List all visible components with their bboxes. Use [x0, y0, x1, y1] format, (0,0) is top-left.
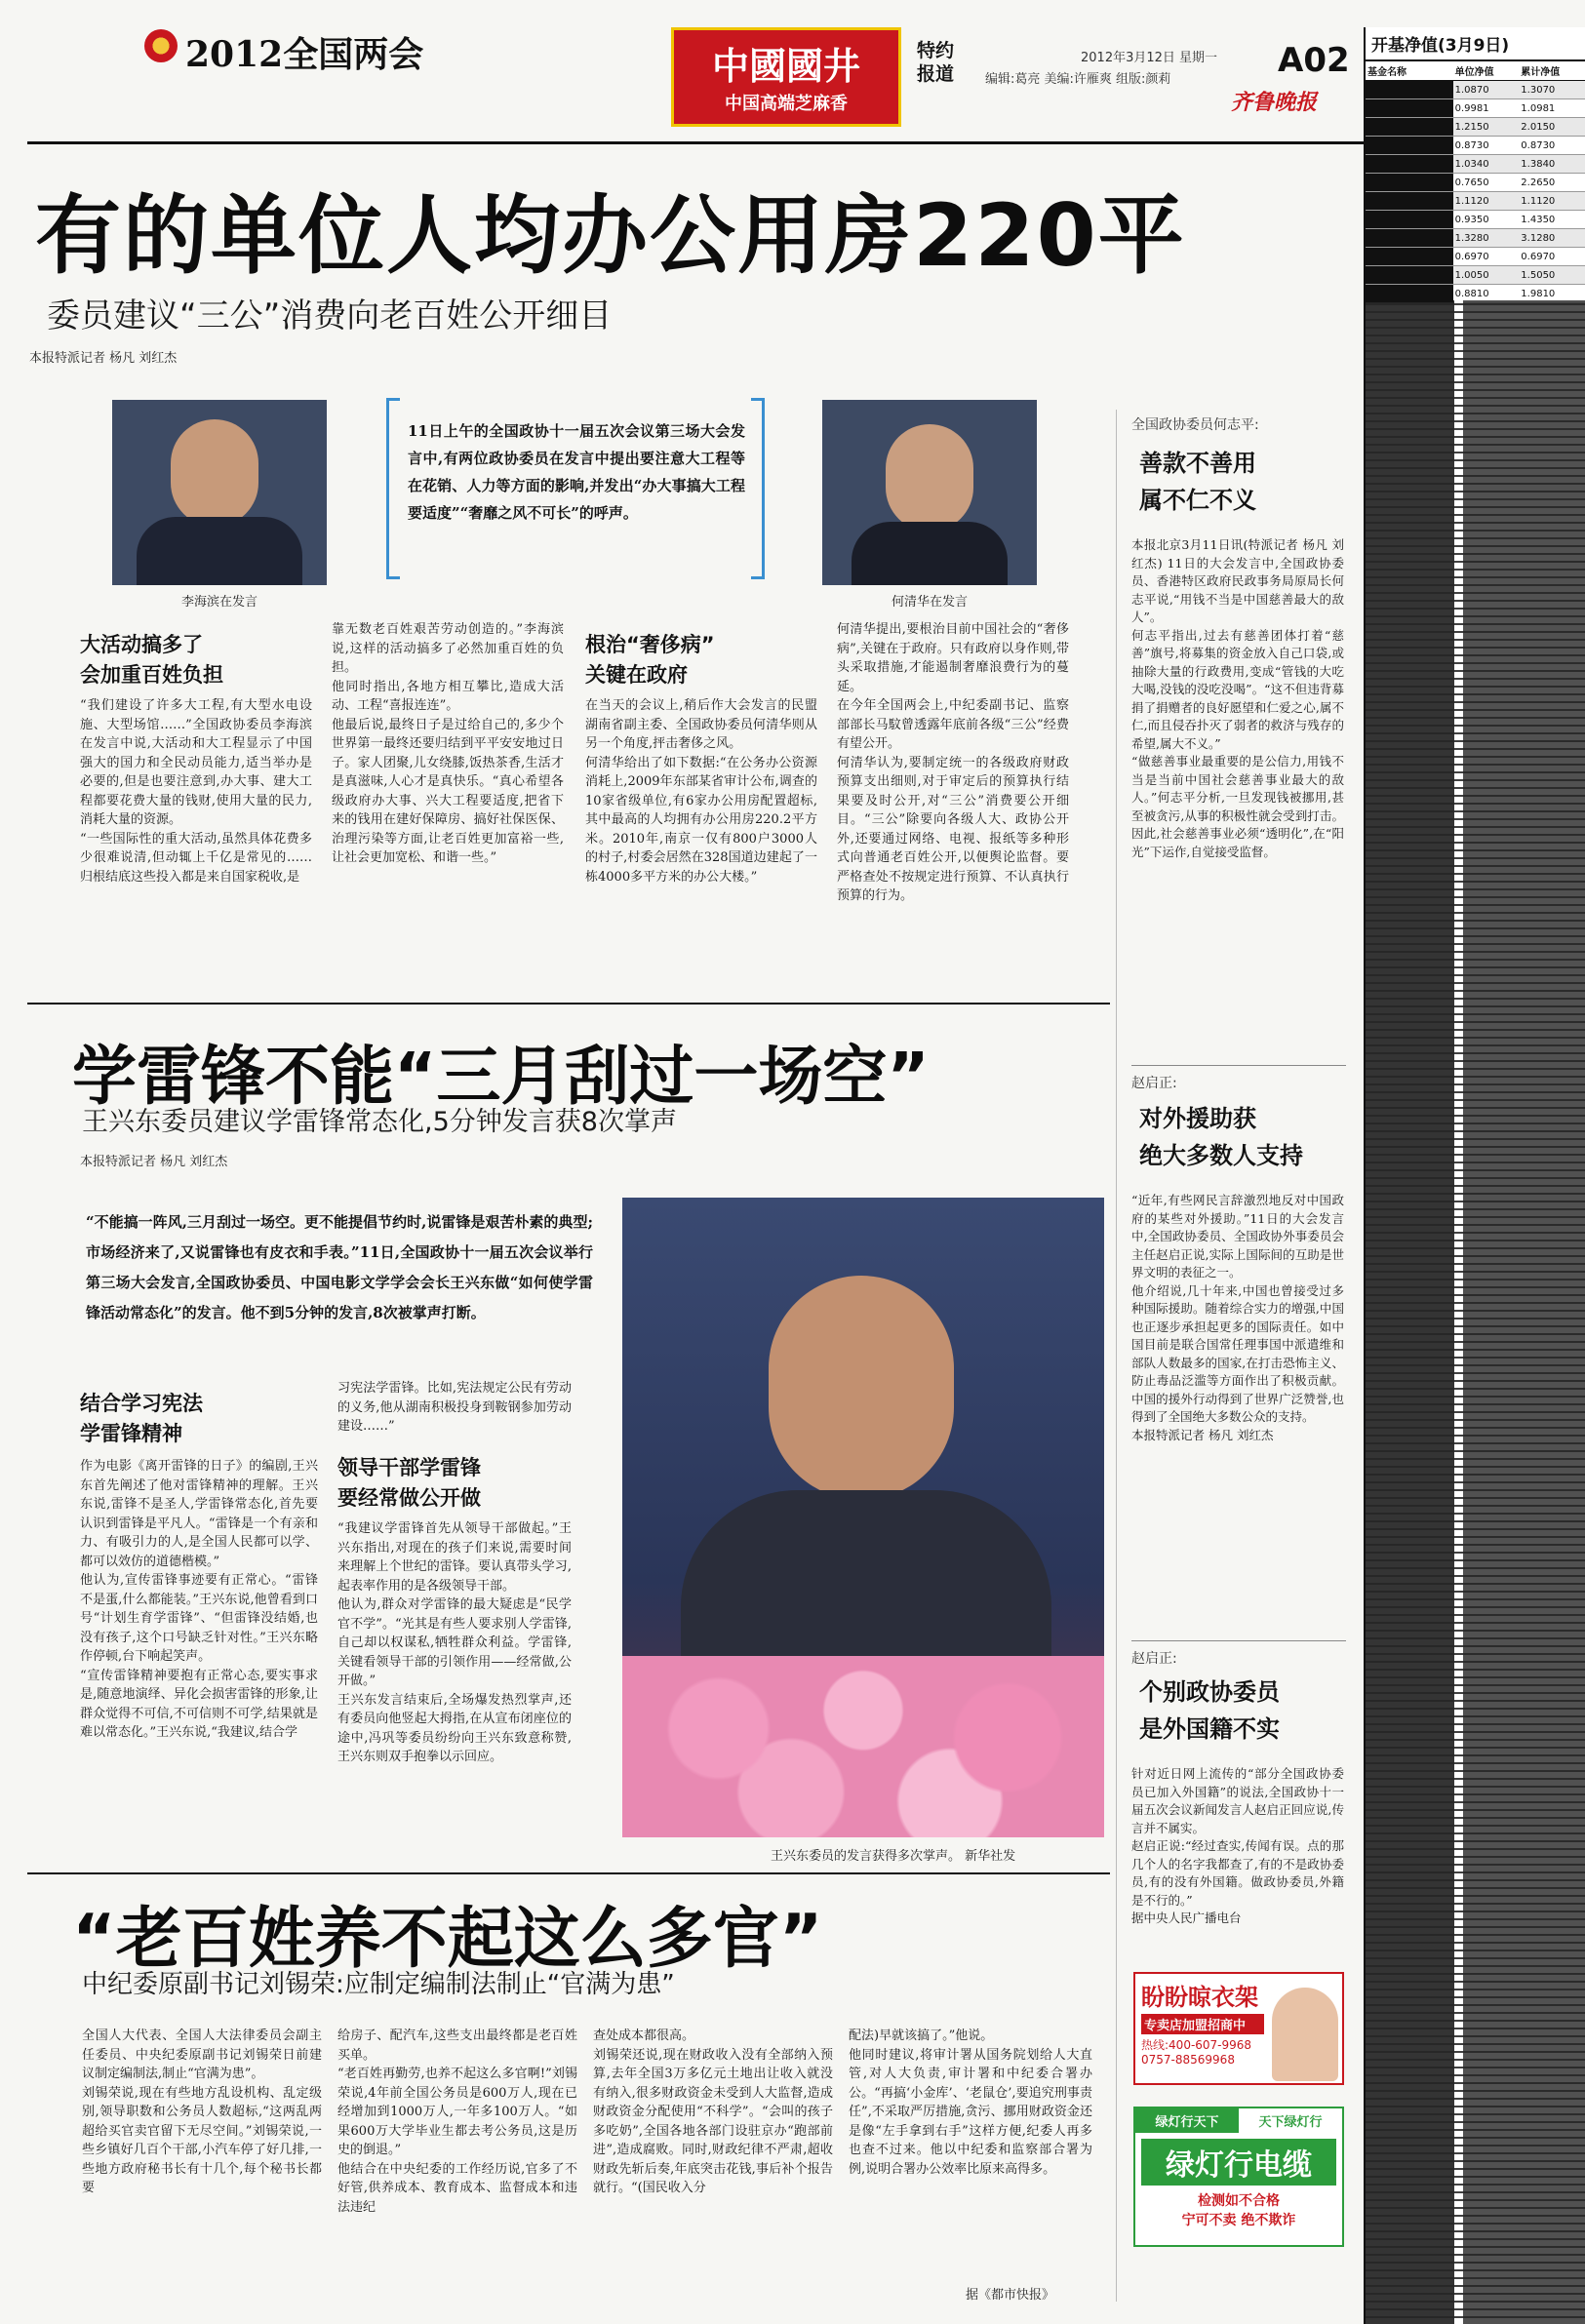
ad2-top-right: 天下绿灯行: [1239, 2108, 1342, 2133]
table-row: [1366, 229, 1585, 248]
masthead-date: 2012年3月12日 星期一: [1081, 51, 1218, 65]
table-row: [1366, 137, 1585, 155]
fund-header-name: 基金名称: [1367, 67, 1407, 78]
table-cell: 1.0870: [1454, 85, 1489, 96]
table-cell: [1366, 99, 1453, 117]
sidebar-1-body: 本报北京3月11日讯(特派记者 杨凡 刘红杰) 11日的大会发言中,全国政协委员、香港特区政府民政事务局原局长何志平说,“用钱不当是中国慈善最大的敌人”。 何志平指出,过去有慈善团体打着“慈善”旗号,将募集的资金放入自己口袋,或抽除大量的行政费用,变成“管钱的大吃大喝,没钱的没吃没喝”。“这不但违背募捐了捐赠者的良好愿望和仁爱之心,属不仁,而且侵吞扑灭了弱者的救济与残存的希望,属大不义。” “做慈善事业最重要的是公信力,用钱不当是当前中国社会慈善事业最大的敌人。”何志平分析,一旦发现钱被挪用,甚至被贪污,从事的积极性就会受到打击。因此,社会慈善事业必须“透明化”,在“阳光”下运作,自觉接受监督。: [1131, 537, 1344, 859]
story3-headline: “老百姓养不起这么多官”: [72, 1901, 823, 1978]
ad2-slogan: 检测如不合格 宁可不卖 绝不欺诈: [1181, 2193, 1296, 2228]
sidebar-1-speaker: 全国政协委员何志平:: [1131, 417, 1259, 433]
story2-lead: “不能搞一阵风,三月刮过一场空。更不能提倡节约时,说雷锋是艰苦朴素的典型;市场经济来了,又说雷锋也有皮衣和手表。”11日,全国政协十一届五次会议举行第三场大会发言,全国政协委员、中国电影文学学会会长王兴东做“如何使学雷锋活动常态化”的发言。他不到5分钟的发言,8次被掌声打断。: [86, 1213, 593, 1321]
table-cell: 1.3070: [1521, 85, 1556, 96]
sidebar-rule-2: [1131, 1640, 1346, 1641]
table-cell: 1.1120: [1521, 196, 1556, 207]
table-row: [1366, 174, 1585, 192]
lead-bracket-left: [386, 398, 400, 579]
table-cell: 1.0981: [1521, 103, 1556, 114]
story3-col3: 查处成本都很高。 刘锡荣还说,现在财政收入没有全部纳入预算,去年全国3万多亿元土地出让收入就没有纳入,很多财政资金未受到人大监督,造成财政资金分配使用“不科学”。“会叫的孩子多吃奶”,全国各地各部门设驻京办“跑部前进”,造成腐败。同时,财政纪律不严肃,超收财政先斩后奏,年底突击花钱,事后补个报告就行。“(国民收入分: [593, 2029, 833, 2195]
story3-col4: 配法)早就该搞了。”他说。 他同时建议,将审计署从国务院划给人大直管,对人大负责,审计署和中纪委合署办公。“再搞‘小金库’、‘老鼠仓’,要追究刑事责任”,不采取严厉措施,贪污、挪用财政资金还是像“左手拿到右手”这样方便,纪委人再多也查不过来。他以中纪委和监察部合署为例,说明合署办公效率比原来高得多。: [849, 2029, 1092, 2177]
table-row: [1366, 99, 1585, 118]
fund-table-header: [1366, 61, 1585, 81]
table-cell: 1.9810: [1521, 289, 1556, 299]
story1-col4: 何清华提出,要根治目前中国社会的“奢侈病”,关键在于政府。只有政府以身作则,带头采取措施,才能遏制奢靡浪费行为的蔓延。 在今年全国两会上,中纪委副书记、监察部部长马馼曾透露年底前各级“三公”经费有望公开。 何清华认为,要制定统一的各级政府财政预算支出细则,对于审定后的预算执行结果要及时公开,对“三公”消费要公开细目。“三公”除要向各级人大、政协公开外,还要通过网络、电视、报纸等多种形式向普通老百姓公开,以便舆论监督。要严格查处不按规定进行预算、不认真执行预算的行为。: [837, 622, 1069, 903]
story1-col1: “我们建设了许多大工程,有大型水电设施、大型场馆……”全国政协委员李海滨在发言中说,大活动和大工程显示了中国强大的国力和全民动员能力,适当举办是必要的,但是也要注意到,办大事、建大工程都要花费大量的钱财,使用大量的民力,消耗大量的资源。 “一些国际性的重大活动,虽然具体花费多少很难说清,但动辄上千亿是常见的……归根结底这些投入都是来自国家税收,是: [80, 698, 312, 885]
story2-col2-top: 习宪法学雷锋。比如,宪法规定公民有劳动的义务,他从湖南积极投身到鞍钢参加劳动建设……”: [337, 1381, 572, 1434]
ad2-brand: 绿灯行电缆: [1141, 2139, 1336, 2186]
table-row: [1366, 211, 1585, 229]
fund-header-acc: 累计净值: [1521, 67, 1561, 78]
photo-he-qinghua-caption: 何清华在发言: [891, 595, 968, 610]
table-row: [1366, 155, 1585, 174]
table-cell: 0.6970: [1521, 252, 1556, 262]
story3-subhead: 中纪委原副书记刘锡荣:应制定编制法制止“官满为患”: [82, 1970, 675, 1999]
column-divider: [1116, 410, 1117, 2302]
table-cell: [1366, 266, 1453, 284]
fund-table-texture: [1366, 300, 1585, 2324]
special-report-label: 特约 报道: [917, 40, 955, 85]
ad-brand: 中國國井: [711, 44, 860, 88]
fund-table-title: 开基净值(3月9日): [1366, 27, 1585, 61]
story2-subhead: 王兴东委员建议学雷锋常态化,5分钟发言获8次掌声: [82, 1107, 677, 1137]
story1-headline: 有的单位人均办公用房220平: [35, 185, 1186, 286]
table-cell: 0.7650: [1454, 177, 1489, 188]
story2-subhead-2: 领导干部学雷锋 要经常做公开做: [337, 1456, 481, 1510]
story1-subhead-1: 大活动搞多了 会加重百姓负担: [80, 633, 223, 687]
ad-tagline: 中国高端芝麻香: [725, 94, 848, 114]
sidebar-3-speaker: 赵启正:: [1131, 1651, 1177, 1667]
table-cell: 3.1280: [1521, 233, 1556, 244]
sidebar-3-body: 针对近日网上流传的“部分全国政协委员已加入外国籍”的说法,全国政协十一届五次会议新闻发言人赵启正回应说,传言并不属实。 赵启正说:“经过查实,传闻有误。点的那几个人的名字我都查了,有的不是政协委员,有的没有外国籍。做政协委员,外籍是不行的。” 据中央人民广播电台: [1131, 1766, 1344, 1925]
ad1-title: 盼盼晾衣架: [1141, 1984, 1258, 2011]
masthead-rule: [27, 141, 1364, 144]
ad2-top-left: 绿灯行天下: [1135, 2108, 1239, 2133]
table-cell: 1.2150: [1454, 122, 1489, 133]
table-cell: [1366, 211, 1453, 228]
lead-bracket-right: [751, 398, 765, 579]
table-row: [1366, 192, 1585, 211]
ad-panpan-clothes-rack[interactable]: [1133, 1972, 1344, 2085]
table-row: [1366, 266, 1585, 285]
sidebar-3-title: 个别政协委员 是外国籍不实: [1139, 1678, 1280, 1743]
ad1-phone2: 0757-88569968: [1141, 2053, 1235, 2067]
photo-wang-xingdong-caption: 王兴东委员的发言获得多次掌声。 新华社发: [771, 1849, 1016, 1864]
table-cell: 1.3280: [1454, 233, 1489, 244]
sidebar-2-body: “近年,有些网民言辞激烈地反对中国政府的某些对外援助。”11日的大会发言中,全国政协委员、全国政协外事委员会主任赵启正说,实际上国际间的互助是世界文明的表征之一。 他介绍说,几十年来,中国也曾接受过多种国际援助。随着综合实力的增强,中国也正逐步承担起更多的国际责任。如中国目前是联合国常任理事国中派遣维和部队人数最多的国家,在打击恐怖主义、防止毒品泛滥等方面作出了积极贡献。中国的援外行动得到了世界广泛赞誉,也得到了全国绝大多数公众的支持。 本报特派记者 杨凡 刘红杰: [1131, 1193, 1344, 1442]
table-cell: [1366, 155, 1453, 173]
table-cell: 1.4350: [1521, 215, 1556, 225]
story2-byline: 本报特派记者 杨凡 刘红杰: [80, 1155, 228, 1169]
fund-table: [1364, 27, 1585, 2324]
ad-banner[interactable]: [671, 27, 901, 127]
photo-li-haibin: [112, 400, 327, 585]
story1-subhead-2: 根治“奢侈病” 关键在政府: [585, 633, 715, 687]
story1-col2: 靠无数老百姓艰苦劳动创造的。”李海滨说,这样的活动搞多了必然加重百姓的负担。 他同时指出,各地方相互攀比,造成大活动、工程“喜报连连”。 他最后说,最终日子是过给自己的,多少个世界第一最终还要归结到平平安安地过日子。家人团聚,儿女绕膝,饭热茶香,生活才是真滋味,人心才是真快乐。“真心希望各级政府办大事、兴大工程要适度,把省下来的钱用在建好保障房、搞好社保医保、治理污染等方面,让老百姓更加富裕一些,让社会更加宽松、和谐一些。”: [332, 622, 564, 865]
sidebar-2-title: 对外援助获 绝大多数人支持: [1139, 1105, 1303, 1169]
section-title: 2012全国两会: [185, 34, 424, 75]
ad1-line: 专卖店加盟招商中: [1141, 2014, 1264, 2034]
page-number: A02: [1278, 41, 1350, 80]
table-cell: 1.5050: [1521, 270, 1556, 281]
section-rule-1: [27, 1003, 1110, 1004]
story1-lead: 11日上午的全国政协十一届五次会议第三场大会发言中,有两位政协委员在发言中提出要注意大工程等在花销、人力等方面的影响,并发出“办大事搞大工程要适度”“奢靡之风不可长”的呼声。: [408, 422, 745, 522]
table-cell: 0.9350: [1454, 215, 1489, 225]
ad-green-light-cable[interactable]: [1133, 2107, 1344, 2247]
photo-he-qinghua: [822, 400, 1037, 585]
table-cell: 0.8730: [1454, 140, 1489, 151]
table-cell: 2.0150: [1521, 122, 1556, 133]
paper-logo: 齐鲁晚报: [1231, 90, 1318, 115]
story2-col1: 作为电影《离开雷锋的日子》的编剧,王兴东首先阐述了他对雷锋精神的理解。王兴东说,雷锋不是圣人,学雷锋常态化,首先要认识到雷锋是平凡人。“雷锋是一个有亲和力、有吸引力的人,是全国人民都可以学、都可以效仿的道德楷模。” 他认为,宣传雷锋事迹要有正常心。“雷锋不是蛋,什么都能装。”王兴东说,他曾看到口号“计划生育学雷锋”、“但雷锋没结婚,也没有孩子,这个口号缺乏针对性。”王兴东略作停顿,台下响起笑声。 “宣传雷锋精神要抱有正常心态,要实事求是,随意地演绎、异化会损害雷锋的形象,让群众觉得不可信,不可信则不可学,结果就是难以常态化。”王兴东说,“我建议,结合学: [80, 1459, 318, 1740]
table-cell: 1.3840: [1521, 159, 1556, 170]
story1-subhead: 委员建议“三公”消费向老百姓公开细目: [47, 296, 613, 335]
section-rule-2: [27, 1872, 1110, 1874]
fund-header-nav: 单位净值: [1454, 67, 1494, 78]
photo-li-haibin-caption: 李海滨在发言: [180, 595, 258, 610]
masthead: [0, 0, 1366, 115]
table-cell: 2.2650: [1521, 177, 1556, 188]
story2-col2: “我建议学雷锋首先从领导干部做起。”王兴东指出,对现在的孩子们来说,需要时间来理解上个世纪的雷锋。要认真带头学习,起表率作用的是各级领导干部。 他认为,群众对学雷锋的最大疑虑是“民学官不学”。“光其是有些人要求别人学雷锋,自己却以权谋私,牺牲群众利益。学雷锋,关键看领导干部的引领作用——经常做,公开做。” 王兴东发言结束后,全场爆发热烈掌声,还有委员向他竖起大拇指,在从宣布闭座位的途中,冯巩等委员纷纷向王兴东致意称赞,王兴东则双手抱拳以示回应。: [337, 1521, 572, 1764]
table-cell: 0.9981: [1454, 103, 1489, 114]
fund-table-body: [1366, 81, 1585, 303]
table-cell: [1366, 137, 1453, 154]
table-cell: [1366, 248, 1453, 265]
table-cell: [1366, 229, 1453, 247]
story2-subhead-1: 结合学习宪法 学雷锋精神: [80, 1392, 203, 1445]
table-row: [1366, 248, 1585, 266]
story3-source: 据《都市快报》: [966, 2288, 1055, 2303]
story3-col2: 给房子、配汽车,这些支出最终都是老百姓买单。 “老百姓再勤劳,也养不起这么多官啊!”刘锡荣说,4年前全国公务员是600万人,现在已经增加到1000万人,一年多100万人。“如果600万大学毕业生都去考公务员,这是历史的倒退。” 他结合在中央纪委的工作经历说,官多了不好管,供养成本、教育成本、监督成本和违法违纪: [337, 2029, 577, 2215]
table-cell: [1366, 81, 1453, 98]
table-cell: 1.0340: [1454, 159, 1489, 170]
ad1-phone1: 热线:400-607-9968: [1141, 2038, 1252, 2052]
table-cell: [1366, 118, 1453, 136]
sidebar-rule-1: [1131, 1065, 1346, 1066]
story1-col3: 在当天的会议上,稍后作大会发言的民盟湖南省副主委、全国政协委员何清华则从另一个角度,抨击奢侈之风。 何清华给出了如下数据:“在公务办公资源消耗上,2009年东部某省审计公布,调查的10家省级单位,有6家办公用房配置超标,其中最高的人均拥有办公用房220.2平方米。2010年,南京一仅有800户3000人的村子,村委会居然在328国道边建起了一栋4000多平方米的办公大楼。”: [585, 698, 817, 885]
table-row: [1366, 118, 1585, 137]
ad1-model-image: [1272, 1988, 1338, 2081]
story2-headline: 学雷锋不能“三月刮过一场空”: [72, 1039, 930, 1114]
sidebar-1-title: 善款不善用 属不仁不义: [1139, 450, 1256, 514]
editor-credits: 编辑:葛亮 美编:许雁爽 组版:颜莉: [985, 72, 1171, 87]
table-cell: 0.8730: [1521, 140, 1556, 151]
table-row: [1366, 81, 1585, 99]
table-cell: 1.1120: [1454, 196, 1489, 207]
story3-col1: 全国人大代表、全国人大法律委员会副主任委员、中央纪委原副书记刘锡荣日前建议制定编制法,制止“官满为患”。 刘锡荣说,现在有些地方乱设机构、乱定级别,领导职数和公务员人数超标,“这两乱两超给买官卖官留下无尽空间。”刘锡荣说,一些乡镇好几百个干部,小汽车停了好几排,一些地方政府秘书长有十几个,每个秘书长都要: [82, 2029, 322, 2195]
photo-wang-xingdong: [622, 1198, 1104, 1837]
table-cell: 1.0050: [1454, 270, 1489, 281]
table-cell: 0.8810: [1454, 289, 1489, 299]
table-cell: [1366, 174, 1453, 191]
sidebar-2-speaker: 赵启正:: [1131, 1076, 1177, 1091]
cppcc-emblem-icon: [144, 29, 178, 62]
story1-byline: 本报特派记者 杨凡 刘红杰: [29, 351, 178, 366]
table-cell: [1366, 192, 1453, 210]
table-cell: 0.6970: [1454, 252, 1489, 262]
